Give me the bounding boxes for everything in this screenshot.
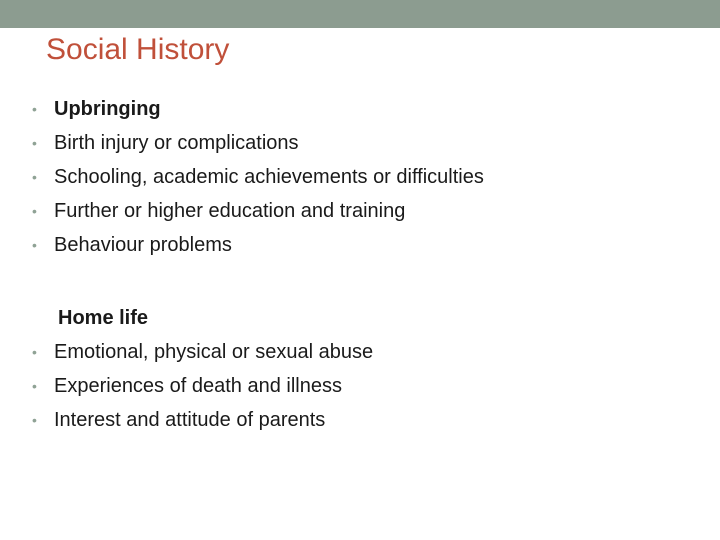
bullet-icon: • bbox=[32, 135, 37, 151]
bullet-text: Behaviour problems bbox=[54, 234, 232, 256]
bullet-icon: • bbox=[32, 378, 37, 394]
bullet-icon: • bbox=[32, 237, 37, 253]
bullet-text: Upbringing bbox=[54, 98, 161, 120]
bullet-list-home-life bbox=[32, 335, 712, 437]
list-item bbox=[32, 194, 712, 228]
list-item bbox=[32, 228, 712, 262]
bullet-icon: • bbox=[32, 344, 37, 360]
bullet-icon: • bbox=[32, 203, 37, 219]
list-item bbox=[32, 126, 712, 160]
list-item bbox=[32, 403, 712, 437]
bullet-text: Further or higher education and training bbox=[54, 200, 406, 222]
list-item bbox=[32, 160, 712, 194]
bullet-text: Experiences of death and illness bbox=[54, 375, 342, 397]
bullet-icon: • bbox=[32, 169, 37, 185]
bullet-text: Emotional, physical or sexual abuse bbox=[54, 341, 374, 363]
list-item bbox=[32, 92, 712, 126]
top-accent-bar bbox=[0, 0, 720, 28]
bullet-text: Schooling, academic achievements or difficulties bbox=[54, 166, 484, 188]
home-life-heading: Home life bbox=[58, 307, 149, 329]
bullet-icon: • bbox=[32, 101, 37, 117]
bullet-text: Birth injury or complications bbox=[54, 132, 299, 154]
bullet-list-upbringing bbox=[32, 92, 712, 262]
list-item bbox=[32, 369, 712, 403]
list-item bbox=[32, 335, 712, 369]
bullet-text: Interest and attitude of parents bbox=[54, 409, 326, 431]
bullet-icon: • bbox=[32, 412, 37, 428]
slide-title: Social History bbox=[46, 33, 230, 66]
